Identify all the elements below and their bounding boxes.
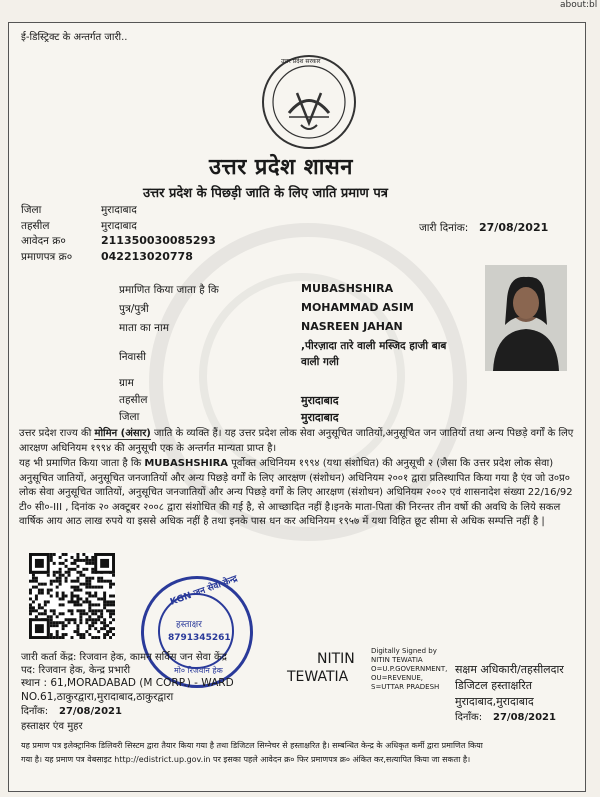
certificate-label: प्रमाणपत्र क्र०: [21, 251, 73, 263]
issue-date-label: जारी दिनांक:: [419, 222, 469, 234]
certify-label: प्रमाणित किया जाता है कि: [119, 284, 219, 296]
issuer-sign-label: हस्ताक्षर एंव मुहर: [21, 721, 83, 732]
caste-name: मोमिन (अंसार): [94, 428, 151, 439]
authority-digital: डिजिटल हस्ताक्षरित: [455, 679, 532, 692]
detail-district-label: जिला: [119, 411, 140, 423]
person-photo-icon: [485, 265, 567, 371]
digital-sign-name-2: TEWATIA: [287, 669, 349, 685]
stamp-top-text: KGN जन सेवा केन्द्र: [168, 574, 239, 608]
edistrict-header: ई-डिस्ट्रिक्ट के अन्तर्गत जारी..: [21, 32, 128, 43]
paragraph-applicant-name: MUBASHSHIRA: [144, 458, 229, 469]
stamp-sign-label: हस्ताक्षर: [176, 620, 202, 630]
detail-tehsil-label: तहसील: [119, 394, 148, 406]
authority-title: सक्षम अधिकारी/तहसीलदार: [455, 663, 564, 676]
address-line-1: ,पीरज़ादा तारे वाली मस्जिद हाजी बाब: [301, 340, 447, 352]
district-label: जिला: [21, 204, 42, 216]
detail-district-value: मुरादाबाद: [301, 411, 339, 424]
authority-location: मुरादाबाद,मुरादाबाद: [455, 695, 534, 708]
issue-date-value: 27/08/2021: [479, 221, 549, 234]
certificate-title: उत्तर प्रदेश शासन: [209, 155, 353, 180]
application-label: आवेदन क्र०: [21, 235, 66, 247]
footer-note-1: यह प्रमाण पत्र इलेक्ट्रानिक डिलिवरी सिस्टम द्वारा तैयार किया गया है तथा डिजिटल सिग्नेचर से हस्ताक्षरित है। सम्बन्धित केन्द्र के अधिकृत कर्मी द्वारा प्रमाणित किया: [21, 741, 483, 750]
resident-label: निवासी: [119, 351, 146, 363]
child-of-label: पुत्र/पुत्री: [119, 303, 149, 315]
stamp-phone: 8791345261: [168, 633, 231, 643]
seal-stamp: [141, 576, 253, 688]
issuer-location: स्थान : 61,MORADABAD (M CORP.) - WARD: [21, 677, 234, 689]
address-line-2: वाली गली: [301, 356, 339, 368]
digital-sign-details: Digitally Signed by NITIN TEWATIA O=U.P.GOVERNMENT, OU=REVENUE, S=UTTAR PRADESH: [371, 647, 448, 691]
applicant-name: MUBASHSHIRA: [301, 282, 394, 295]
tehsil-label: तहसील: [21, 220, 50, 232]
applicant-photo: [485, 265, 567, 371]
issuer-post: पद: रिजवान हेक, केन्द्र प्रभारी: [21, 665, 131, 676]
application-number: 211350030085293: [101, 234, 216, 247]
authority-date-value: 27/08/2021: [493, 712, 556, 723]
issuer-date-label: दिनाँक:: [21, 706, 49, 717]
issuer-date-value: 27/08/2021: [59, 706, 122, 717]
certificate-subtitle: उत्तर प्रदेश के पिछड़ी जाति के लिए जाति प्रमाण पत्र: [143, 186, 388, 201]
certificate-page: [8, 22, 586, 792]
stamp-bottom-text: मो० रिजवान हेक: [174, 666, 223, 675]
digital-sign-name-1: NITIN: [317, 651, 355, 667]
emblem-caption: उत्तर प्रदेश सरकार: [281, 58, 321, 65]
district-value: मुरादाबाद: [101, 204, 137, 216]
detail-tehsil-value: मुरादाबाद: [301, 394, 339, 407]
certification-paragraph: यह भी प्रमाणित किया जाता है कि MUBASHSHIRA पूर्वोक्त अधिनियम १९९४ (यथा संशोधित) की अनुसूची २ (जैसा कि उत्तर प्रदेश लोक सेवा) अनुसूचित जातियों, अनुसूचित जनजातियों और अन्य पिछड़े वर्गों के लिए आरक्षण (संशोधन) अधिनियम २००१ द्वारा प्रतिस्थापित किया गया है एंव जो उ०प्र० लोक सेवा अनुसूचित जातियों, अनुसूचित जनजातियों और अन्य पिछड़े वर्गों के लिए आरक्षण (संशोधन) अधिनियम २००२ एवं शासनादेश संख्या 22/16/92 टी० सी०-III , दिनांक २० अक्टूबर २००८ द्वारा संशोधित की गई है, से आच्छादित नहीं है।इनके माता-पिता की निरन्तर तीन वर्षो की अवधि के लिये सकल वार्षिक आय आठ लाख रुपये या इससे अधिक नहीं है तथा इनके पास धन कर अधिनियम १९५७ में यथा विहित छूट सीमा से अधिक सम्पत्ति नहीं है |: [19, 458, 573, 528]
qr-code-icon: [29, 553, 115, 639]
authority-date-label: दिनाँक:: [455, 712, 483, 723]
up-emblem-icon: [259, 53, 359, 151]
village-label: ग्राम: [119, 377, 134, 389]
certificate-number: 042213020778: [101, 250, 193, 263]
corner-text: about:bl: [560, 0, 598, 10]
issuer-centre: जारी कर्ता केंद्र: रिजवान हेक, कामन सर्विस जन सेवा केंद्र: [21, 652, 227, 663]
tehsil-value: मुरादाबाद: [101, 220, 137, 232]
issuer-address: NO.61,ठाकुरद्वारा,मुरादाबाद,ठाकुरद्वारा: [21, 691, 174, 703]
footer-note-2: गया है। यह प्रमाण पत्र वेबसाइट http://edistrict.up.gov.in पर इसका पहले आवेदन क्र० फिर प्रमाणपत्र क्र० अंकित कर,सत्यापित किया जा सकता है।: [21, 755, 471, 764]
mother-name: NASREEN JAHAN: [301, 320, 403, 333]
mother-label: माता का नाम: [119, 322, 169, 334]
caste-paragraph: उत्तर प्रदेश राज्य की मोमिन (अंसार) जाति के व्यक्ति हैं। यह उत्तर प्रदेश लोक सेवा अनुसूचित जातियों,अनुसूचित जन जातियों तथा अन्य पिछड़े वर्गों के लिए आरक्षण अधिनियम १९९४ की अनुसूची एक के अन्तर्गत मान्यता प्राप्त है।: [19, 428, 574, 454]
father-name: MOHAMMAD ASIM: [301, 301, 414, 314]
